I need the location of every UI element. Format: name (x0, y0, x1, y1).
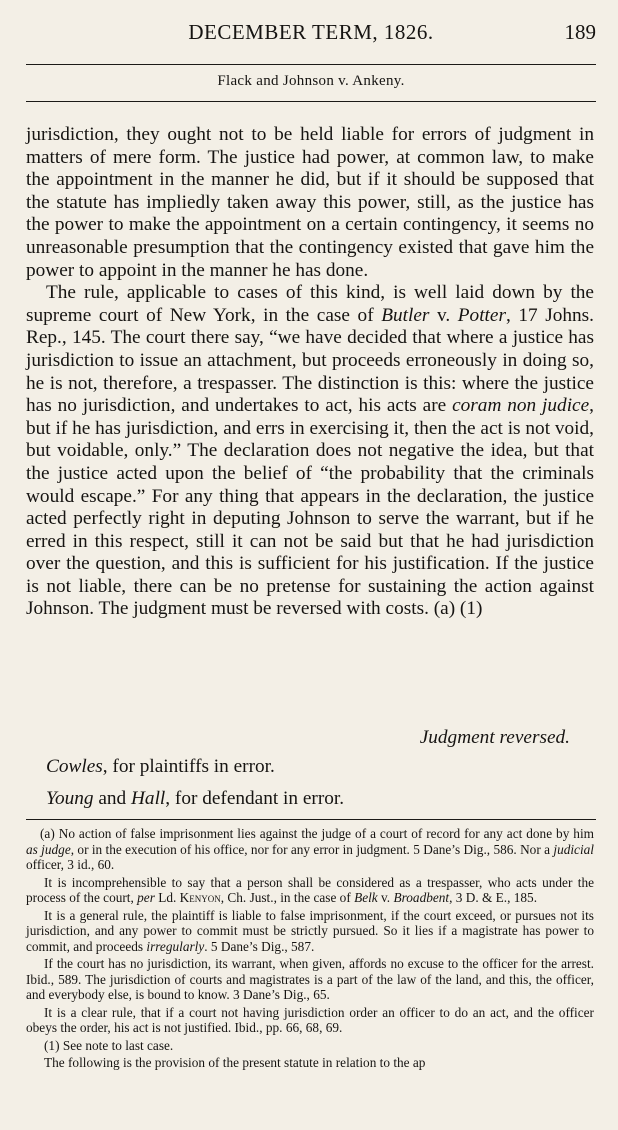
counsel-name: Young (46, 788, 94, 809)
paragraph (26, 282, 594, 621)
counsel-role: , for plaintiffs in error. (102, 756, 275, 777)
italic-run: Belk (354, 890, 378, 905)
footnote (26, 956, 594, 1003)
small-caps-run: Kenyon (179, 890, 221, 905)
footnote-rule (26, 819, 596, 820)
footnote (26, 1055, 594, 1071)
italic-run: Potter (457, 304, 506, 326)
opinion-body (26, 124, 594, 621)
case-title: Flack and Johnson v. Ankeny. (217, 73, 405, 89)
verdict: Judgment reversed. (419, 727, 570, 748)
text-run: , 3 D. & E., 185. (449, 890, 538, 905)
italic-run: coram non judice (452, 395, 590, 417)
text-run: (1) See note to last case. (44, 1037, 174, 1053)
italic-run: judicial (553, 841, 594, 857)
footnote (26, 875, 594, 906)
text-run: It is a general rule, the plaintiff is liable to false imprisonment, if the court exceed, or pursues not its jurisdiction, and any power to commit must be strictly pursued. So it lies if a magistrate has power to commit, and proceeds (26, 907, 594, 954)
text-run: Ld. (154, 890, 180, 905)
header-rule-top (26, 64, 596, 65)
page-number: 189 (564, 20, 596, 44)
footnotes (26, 826, 594, 1073)
italic-run: Butler (381, 304, 430, 326)
text-run: The following is the provision of the present statute in relation to the ap (44, 1055, 426, 1070)
text-run: , or in the execution of his office, nor for any error in judgment. 5 Dane’s Dig., 586. Nor a (70, 841, 554, 857)
counsel-defendant (46, 788, 344, 810)
counsel-plaintiffs (46, 756, 275, 778)
paragraph (26, 124, 594, 282)
text-run: jurisdiction, they ought not to be held liable for errors of judgment in matters of mere form. The justice had power, at common law, to make the appointment in the manner he did, but if it should be supposed that the statute has impliedly taken away this power, still, as the justice has the power to make the appointment on a certain contingency, it seems no unreasonable presumption that the contingency existed that gave him the power to appoint in the manner he has done. (26, 124, 594, 281)
text-run: It is a clear rule, that if a court not having jurisdiction order an officer to do an act, and the officer obeys the order, his act is not justified. Ibid., pp. 66, 68, 69. (26, 1004, 594, 1035)
footnote (26, 1038, 594, 1054)
text-run: It is incomprehensible to say that a person shall be considered as a trespasser, who acts under the process of the court, (26, 874, 594, 905)
footnote (26, 1005, 594, 1036)
text-run: (a) No action of false imprisonment lies against the judge of a court of record for any act done by him (40, 826, 594, 841)
header-rule-bottom (26, 101, 596, 102)
text-run: officer, 3 id., 60. (26, 857, 115, 872)
running-head: DECEMBER TERM, 1826. (188, 20, 434, 44)
italic-run: irregularly (146, 938, 205, 954)
counsel-name-2: Hall (131, 788, 166, 809)
text-run: v. (429, 304, 458, 326)
counsel-role: , for defendant in error. (165, 788, 345, 809)
text-run: If the court has no jurisdiction, its warrant, when given, affords no excuse to the officer for the arrest. Ibid., 589. The jurisdiction of courts and magistrates is a part of the law of the land, and this, the officer, and everybody else, is bound to know. 3 Dane’s Dig., 65. (26, 956, 594, 1002)
text-run: . 5 Dane’s Dig., 587. (204, 938, 315, 954)
italic-run: per (137, 890, 155, 905)
counsel-join: and (93, 788, 131, 809)
text-run: , 17 Johns. Rep., 145. The court there say, “we have decided that where a justice has jurisdiction to issue an attachment, but proceeds erroneously in doing so, he is not, therefore, a trespasser. The distinction is this: where the justice has no jurisdiction, and undertakes to act, his acts are (26, 304, 594, 417)
text-run: v. (377, 890, 394, 905)
text-run: , Ch. Just., in the case of (220, 890, 355, 905)
text-run: , but if he has jurisdiction, and errs in exercising it, then the act is not void, but voidable, only.” The declaration does not negative the idea, but that the justice acted upon the belief of “the probability that the criminals would escape.” For any thing that appears in the declaration, the justice acted perfectly right in deputing Johnson to serve the warrant, but if he erred in this respect, still it can not be said but that he had jurisdiction over the question, and this is sufficient for his justification. If the justice is not liable, there can be no pretense for sustaining the action against Johnson. The judgment must be reversed with costs. (a) (1) (26, 395, 594, 620)
page-header (26, 20, 596, 50)
footnote (26, 826, 594, 873)
text-run: The rule, applicable to cases of this kind, is well laid down by the supreme court of New York, in the case of (26, 282, 594, 326)
footnote (26, 908, 594, 955)
italic-run: as judge (26, 841, 71, 857)
italic-run: Broadbent (393, 890, 450, 905)
counsel-name: Cowles (46, 756, 103, 777)
